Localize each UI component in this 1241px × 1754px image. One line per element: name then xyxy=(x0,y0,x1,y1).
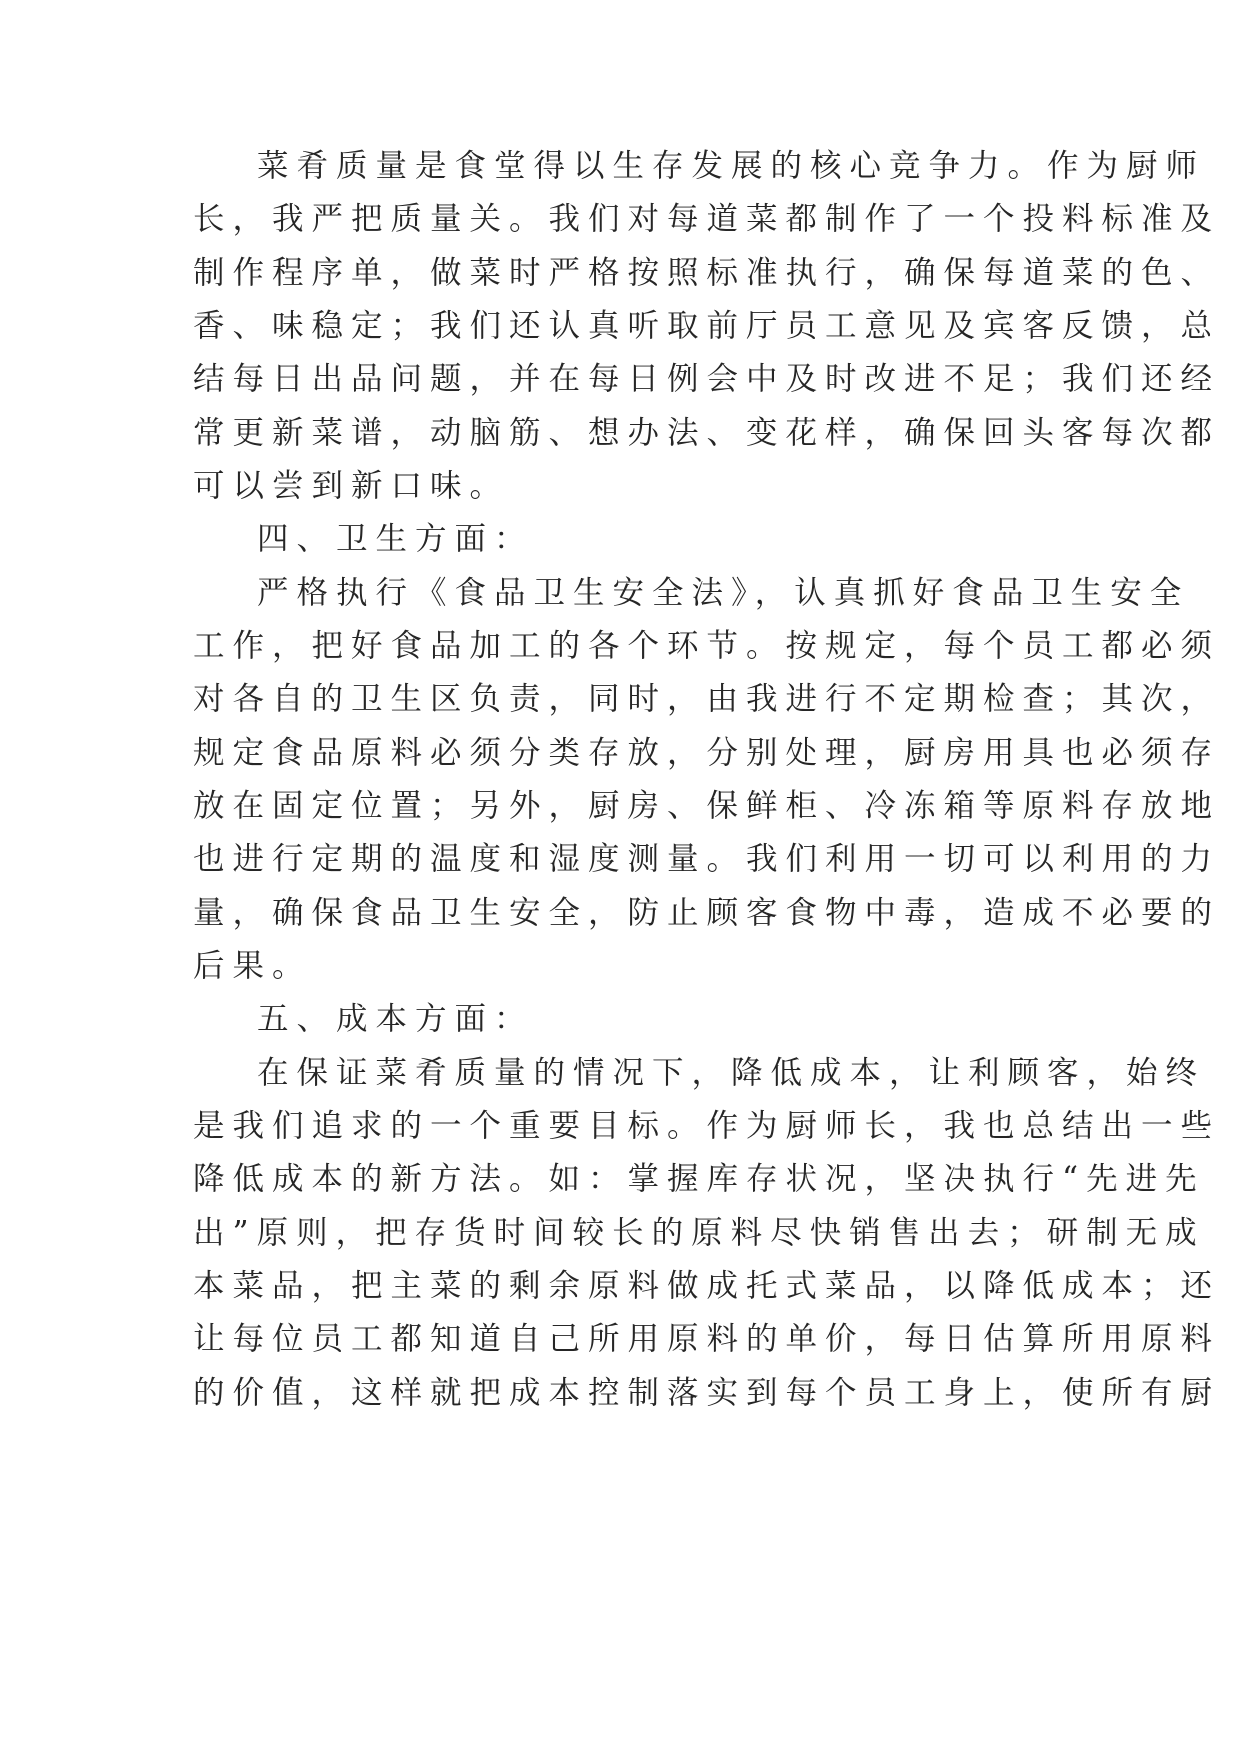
text-line: 可以尝到新口味。 xyxy=(193,468,510,504)
text-line: 结每日出品问题，并在每日例会中及时改进不足；我们还经 xyxy=(193,361,1221,397)
text-line: 后果。 xyxy=(193,948,312,984)
text-line: 出”原则，把存货时间较长的原料尽快销售出去；研制无成 xyxy=(193,1215,1205,1251)
text-line: 严格执行《食品卫生安全法》，认真抓好食品卫生安全 xyxy=(257,575,1190,611)
text-line: 在保证菜肴质量的情况下，降低成本，让利顾客，始终 xyxy=(257,1055,1206,1091)
text-line: 是我们追求的一个重要目标。作为厨师长，我也总结出一些 xyxy=(193,1108,1221,1144)
section-heading: 五、成本方面： xyxy=(257,1001,534,1037)
text-line: 的价值，这样就把成本控制落实到每个员工身上，使所有厨 xyxy=(193,1375,1221,1411)
text-line: 对各自的卫生区负责，同时，由我进行不定期检查；其次， xyxy=(193,681,1221,717)
text-line: 让每位员工都知道自己所用原料的单价，每日估算所用原料 xyxy=(193,1321,1221,1357)
text-line: 量，确保食品卫生安全，防止顾客食物中毒，造成不必要的 xyxy=(193,895,1221,931)
text-line: 常更新菜谱，动脑筋、想办法、变花样，确保回头客每次都 xyxy=(193,415,1221,451)
text-line: 本菜品，把主菜的剩余原料做成托式菜品，以降低成本；还 xyxy=(193,1268,1221,1304)
text-line: 菜肴质量是食堂得以生存发展的核心竞争力。作为厨师 xyxy=(257,148,1206,184)
text-line: 制作程序单，做菜时严格按照标准执行，确保每道菜的色、 xyxy=(193,255,1221,291)
text-line: 香、味稳定；我们还认真听取前厅员工意见及宾客反馈，总 xyxy=(193,308,1221,344)
text-line: 放在固定位置；另外，厨房、保鲜柜、冷冻箱等原料存放地 xyxy=(193,788,1221,824)
text-line: 工作，把好食品加工的各个环节。按规定，每个员工都必须 xyxy=(193,628,1221,664)
text-line: 降低成本的新方法。如：掌握库存状况，坚决执行“先进先 xyxy=(193,1161,1205,1197)
section-heading: 四、卫生方面： xyxy=(257,521,534,557)
text-line: 也进行定期的温度和湿度测量。我们利用一切可以利用的力 xyxy=(193,841,1221,877)
text-line: 长，我严把质量关。我们对每道菜都制作了一个投料标准及 xyxy=(193,201,1221,237)
text-line: 规定食品原料必须分类存放，分别处理，厨房用具也必须存 xyxy=(193,735,1221,771)
